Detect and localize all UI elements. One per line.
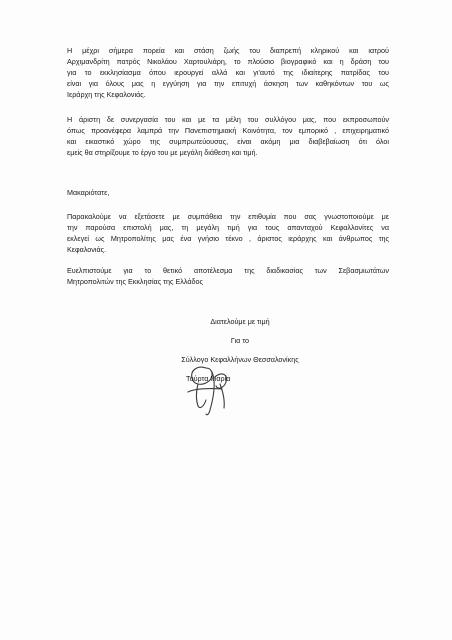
- salutation: [67, 187, 389, 198]
- text-line: για το εκκλησίασμα όπου ιερουργεί αλλά και γι'αυτό της ιδιαίτερης πατρίδας του: [67, 68, 389, 77]
- text-line: Μητροπολιτών της Εκκλησίας της Ελλάδος: [67, 277, 203, 286]
- text-line: Παρακαλούμε να εξετάσετε με συμπάθεια την επιθυμία που σας γνωστοποιούμε με: [67, 212, 389, 221]
- text-line: Ευελπιστούμε για το θετικό αποτέλεσμα της διαδικασίας των Σεβασμιωτάτων: [67, 266, 389, 275]
- text-line: είναι για όλους μας η εγγύηση για την επιτυχή άσκηση των καθηκόντων του ως: [67, 79, 389, 88]
- text-line: εκλεγεί ως Μητροπολίτης μας ένα γνήσιο τέκνο , άριστος ιεράρχης και άνθρωπος της: [67, 234, 389, 243]
- handwritten-signature: [176, 362, 246, 420]
- organization-name: Σύλλογο Κεφαλλήνων Θεσσαλονίκης: [181, 355, 299, 364]
- text-line: όπως προανέφερα λαμπρά την Πανεπιστημιακή Κοινότητα, τον εμπορικό , επιχειρηματικό: [67, 126, 389, 135]
- salutation-text: Μακαριότατε,: [67, 188, 110, 197]
- text-line: εμείς θα στηρίξουμε το έργο του με μεγάλη διάθεση και τιμή.: [67, 148, 258, 157]
- for-the: Για το: [230, 336, 250, 345]
- text-line: Αρχιμανδρίτη πατρός Νικολάου Χαρτουλιάρη, το πλούσιο βιογραφικό και η δράση του: [67, 57, 389, 66]
- paragraph-1: [67, 45, 389, 100]
- paragraph-4: [67, 265, 389, 287]
- signatory-name: Τούρτα Μαρία: [186, 374, 231, 383]
- text-line: Η άριστη δε συνεργασία του και με τα μέλη του συλλόγου μας, που εκπροσωπούν: [67, 115, 389, 124]
- text-line: Ιεράρχη της Κεφαλονιάς.: [67, 90, 146, 99]
- text-line: Κεφαλονιάς.: [67, 245, 107, 254]
- closing: Διατελούμε με τιμή: [210, 317, 270, 326]
- text-line: και εικαστικό χώρο της συμπρωτεύουσας, είναι ακόμη μια διαβεβαίωση ότι όλοι: [67, 137, 389, 146]
- paragraph-3: [67, 211, 389, 255]
- text-line: την παρούσα επιστολή μας, τη μεγάλη τιμή για τους απανταχού Κεφαλλονίτες να: [67, 223, 389, 232]
- text-line: Η μέχρι σήμερα πορεία και στάση ζωής του διαπρεπή κληρικού και ιατρού: [67, 46, 389, 55]
- paragraph-2: [67, 114, 389, 158]
